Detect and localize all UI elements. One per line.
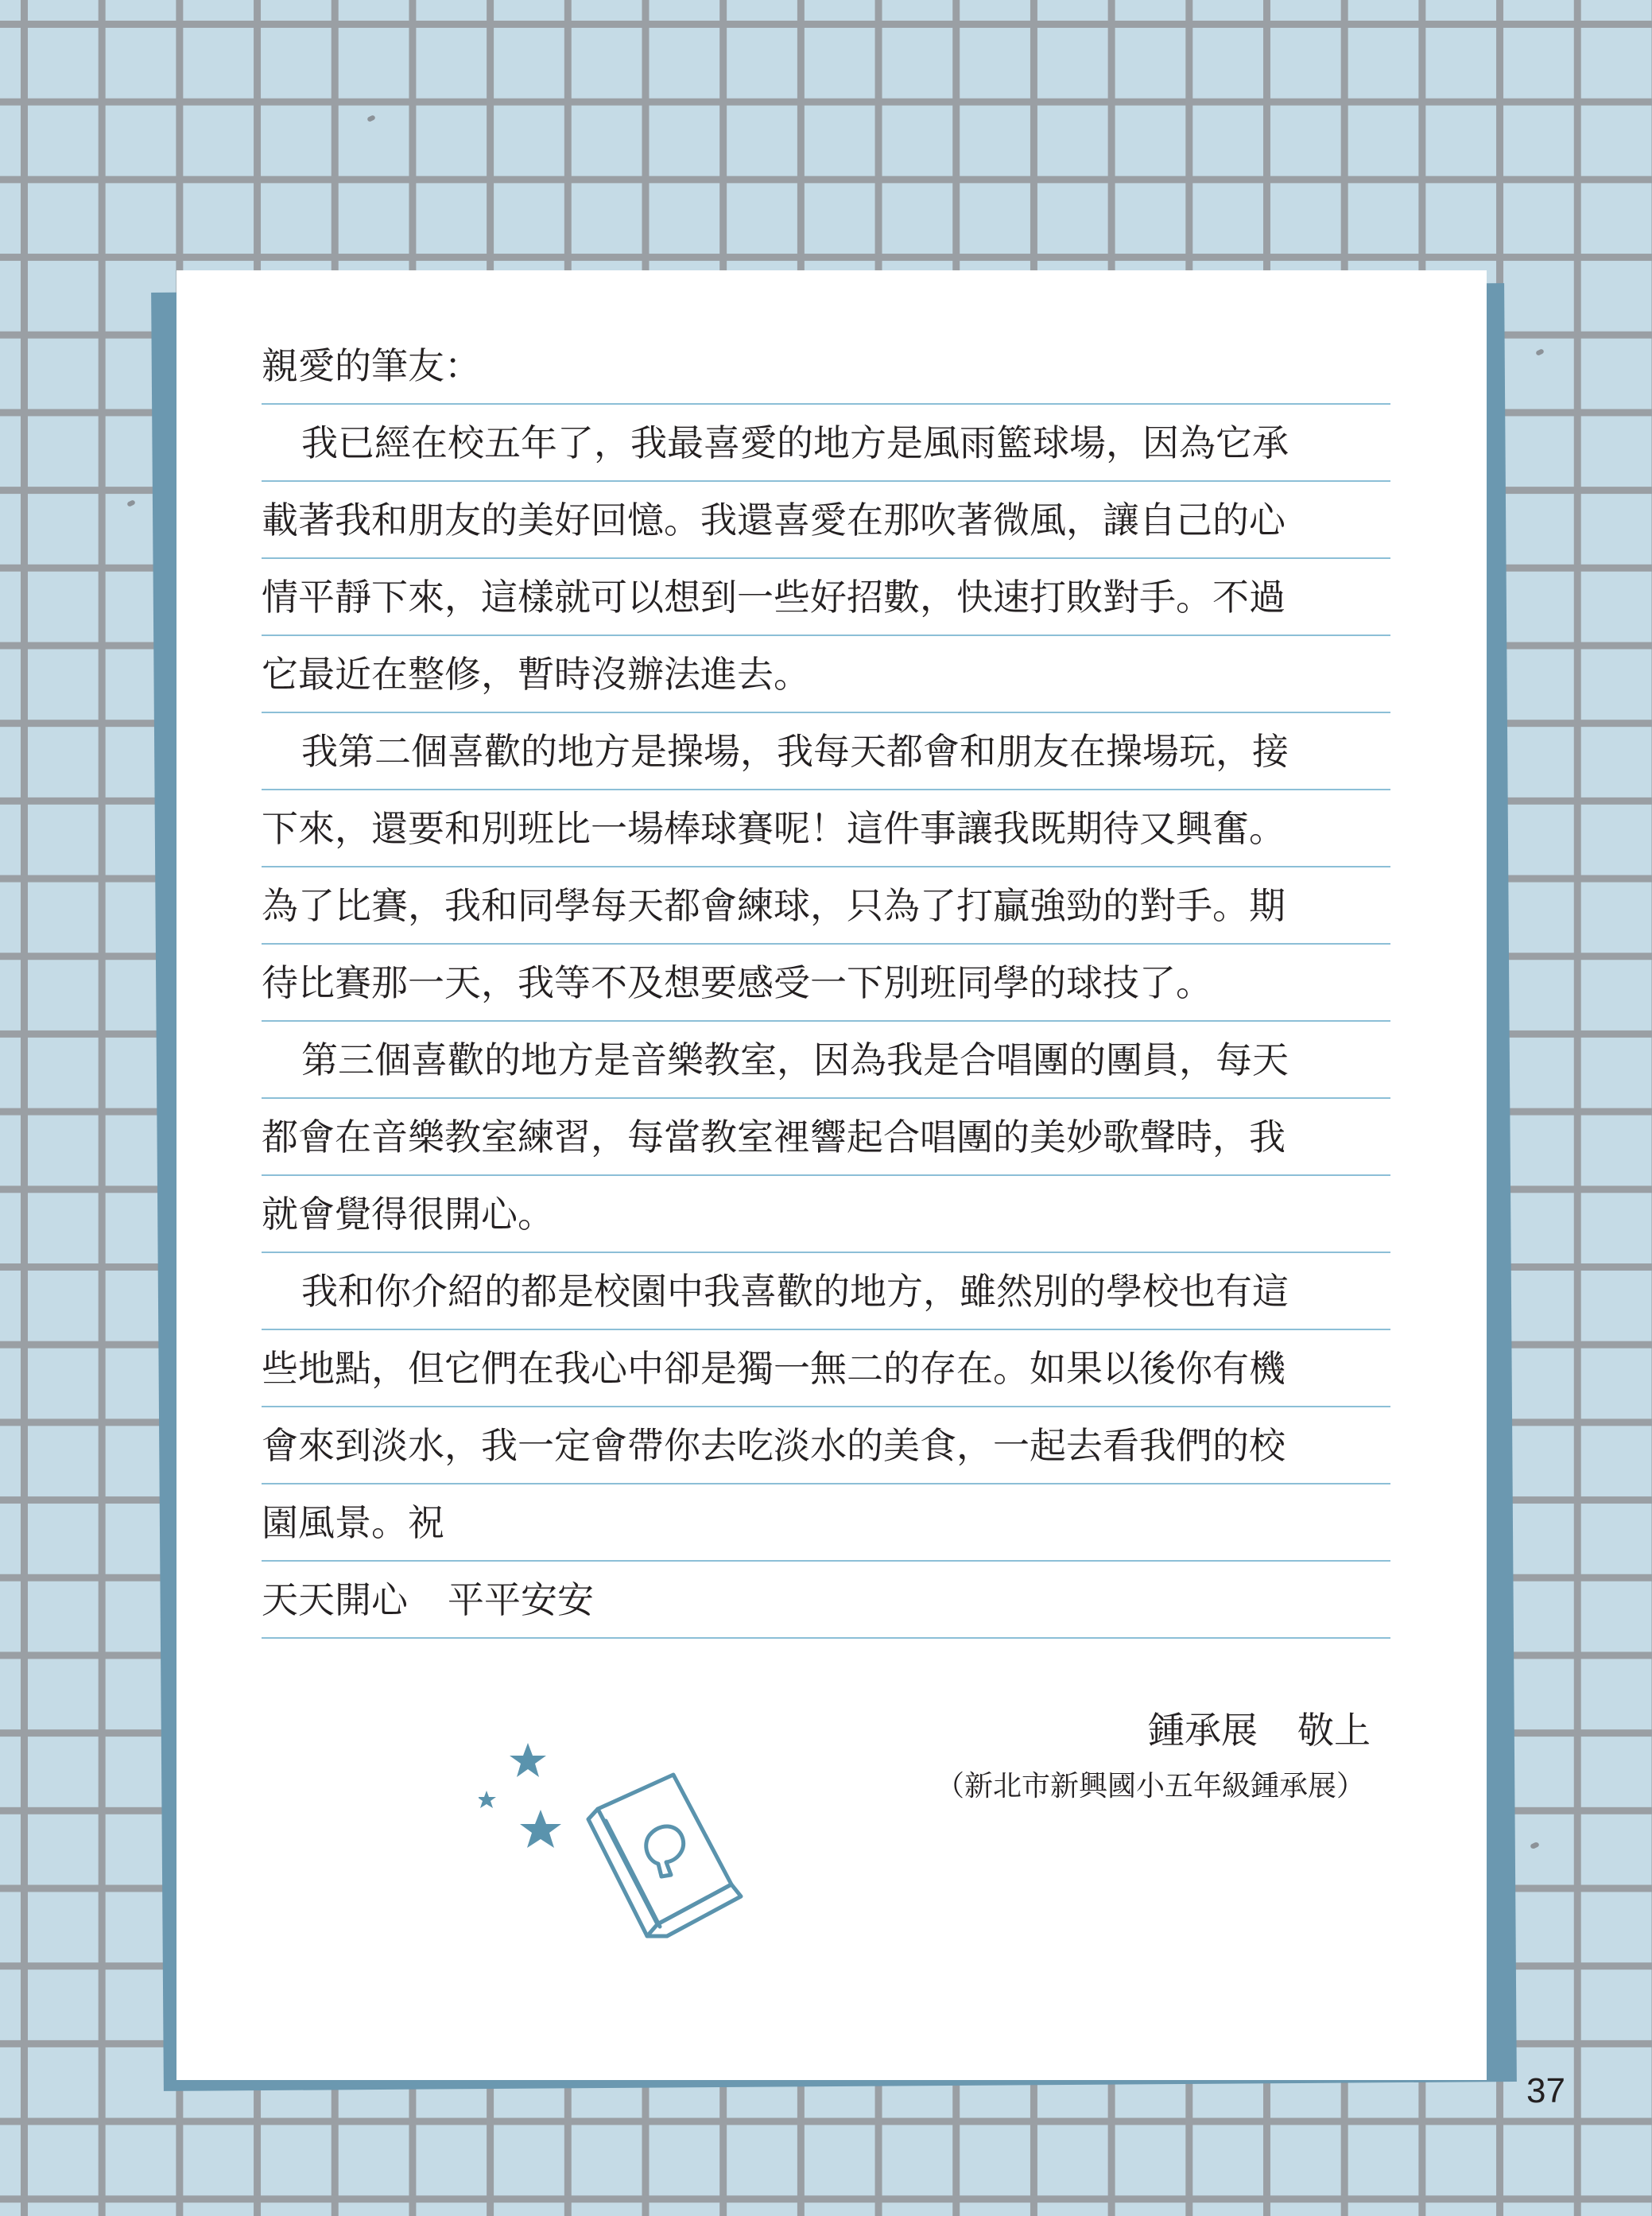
- letter-line: 情平靜下來，這樣就可以想到一些好招數，快速打敗對手。不過: [262, 559, 1390, 636]
- letter-line: 就會覺得很開心。: [262, 1176, 1390, 1253]
- book-icon: [588, 1775, 741, 1936]
- closing-wish-1: 天天開心: [262, 1578, 408, 1621]
- letter-line: 都會在音樂教室練習，每當教室裡響起合唱團的美妙歌聲時，我: [262, 1099, 1390, 1176]
- speck: [1535, 348, 1545, 356]
- signature-name: 鍾承展: [1148, 1709, 1258, 1752]
- speck: [366, 114, 376, 122]
- signature-suffix: 敬上: [1297, 1709, 1371, 1752]
- letter-line: 第三個喜歡的地方是音樂教室，因為我是合唱團的團員，每天: [262, 1022, 1390, 1099]
- star-icon: [520, 1810, 561, 1848]
- letter-line: 載著我和朋友的美好回憶。我還喜愛在那吹著微風，讓自己的心: [262, 482, 1390, 559]
- letter-signature: [1148, 1702, 1371, 1754]
- letter-line: 它最近在整修，暫時沒辦法進去。: [262, 636, 1390, 713]
- star-icon: [510, 1743, 546, 1777]
- letter-line: 些地點，但它們在我心中卻是獨一無二的存在。如果以後你有機: [262, 1330, 1390, 1407]
- letter-line: 我和你介紹的都是校園中我喜歡的地方，雖然別的學校也有這: [262, 1253, 1390, 1330]
- letter-closing: [262, 1562, 1390, 1639]
- letter-line: 我已經在校五年了，我最喜愛的地方是風雨籃球場，因為它承: [262, 405, 1390, 482]
- letter-paper: [176, 270, 1487, 2080]
- letter-line: 下來，還要和別班比一場棒球賽呢！這件事讓我既期待又興奮。: [262, 790, 1390, 867]
- letter-line: 會來到淡水，我一定會帶你去吃淡水的美食，一起去看我們的校: [262, 1407, 1390, 1484]
- letter-body: [262, 328, 1390, 1639]
- letter-line: 園風景。祝: [262, 1484, 1390, 1562]
- speck: [126, 499, 136, 507]
- star-icon: [479, 1791, 496, 1808]
- page-number: 37: [1526, 2071, 1565, 2110]
- letter-line: 我第二個喜歡的地方是操場，我每天都會和朋友在操場玩，接: [262, 713, 1390, 790]
- doodle-illustration: [479, 1733, 781, 1972]
- letter-line: 為了比賽，我和同學每天都會練球，只為了打贏強勁的對手。期: [262, 867, 1390, 945]
- author-note: （新北市新興國小五年級鍾承展）: [935, 1770, 1365, 1803]
- speck: [1530, 1841, 1540, 1849]
- closing-wish-2: 平平安安: [448, 1578, 594, 1621]
- letter-line: 待比賽那一天，我等不及想要感受一下別班同學的球技了。: [262, 945, 1390, 1022]
- letter-greeting: 親愛的筆友：: [262, 328, 1390, 405]
